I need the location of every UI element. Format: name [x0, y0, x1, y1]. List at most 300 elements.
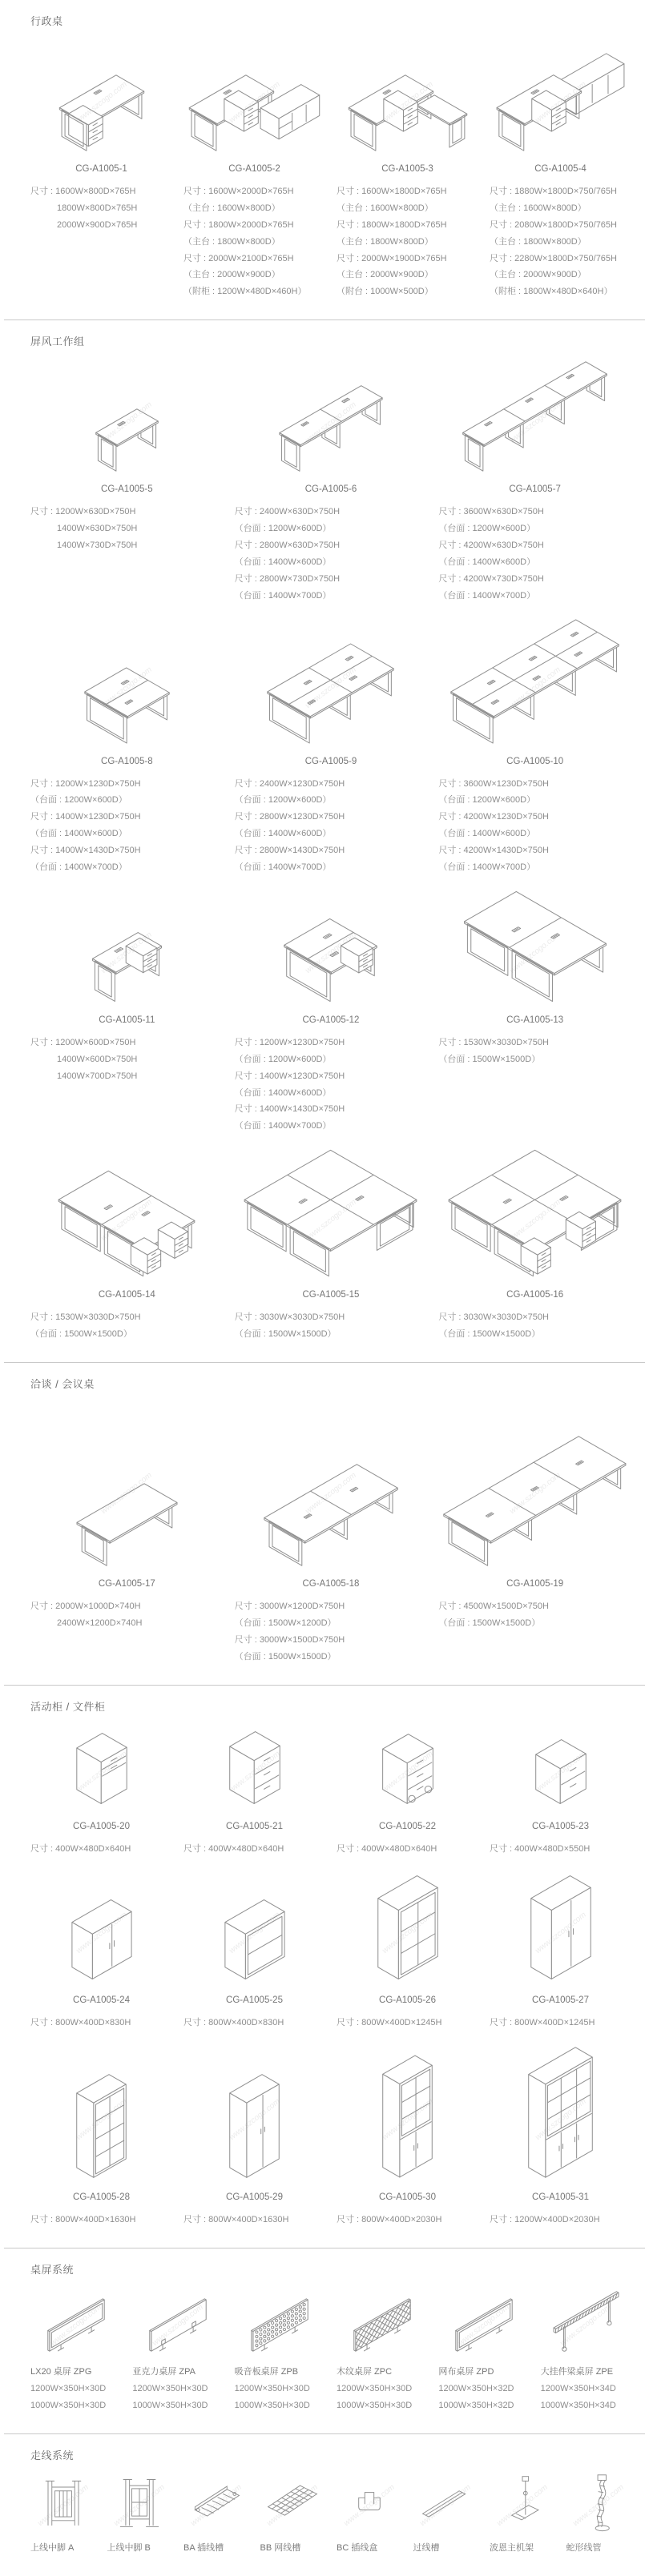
section-body	[30, 1399, 631, 1666]
product-specs	[337, 2212, 478, 2228]
cab-28-drawing	[30, 2040, 172, 2184]
product-card	[490, 2470, 555, 2557]
spec-line: （台面 : 1400W×600D）	[234, 1087, 332, 1098]
spec-line: 尺寸 : 2400W×630D×750H	[234, 507, 341, 517]
spec-line: 尺寸 : 1400W×1230D×750H	[234, 1071, 345, 1081]
spec-line: 尺寸 : 4200W×730D×750H	[438, 573, 544, 584]
product-specs	[183, 2212, 325, 2228]
spec-line: 尺寸 : 1200W×1230D×750H	[30, 778, 141, 789]
desk-return-tbl-drawing	[337, 36, 478, 156]
product-name: 蛇形线管	[566, 2543, 602, 2554]
product-card	[438, 356, 631, 604]
cab-23-drawing	[490, 1722, 631, 1814]
product-card	[566, 2470, 632, 2557]
spec-line: 尺寸 : 800W×400D×1630H	[183, 2215, 289, 2225]
spec-line: 尺寸 : 400W×480D×550H	[490, 1843, 591, 1854]
product-card	[337, 36, 478, 300]
product-code: CG-A1005-25	[226, 1995, 283, 2005]
spec-line: 尺寸 : 800W×400D×1245H	[490, 2017, 595, 2027]
product-specs	[30, 2212, 172, 2228]
product-card	[30, 36, 172, 300]
spec-line: 尺寸 : 2280W×1800D×750/765H	[490, 253, 617, 263]
product-card	[235, 1399, 428, 1666]
product-name: BC 插线盒	[337, 2543, 378, 2554]
product-specs	[337, 183, 478, 300]
spec-line: 2400W×1200D×740H	[57, 1618, 143, 1628]
wire-channel-drawing	[413, 2470, 479, 2534]
product-code: CG-A1005-18	[302, 1579, 360, 1589]
product-card	[30, 1722, 172, 1858]
spec-line: （主台 : 1600W×800D）	[337, 203, 433, 213]
spec-line: （附柜 : 1200W×480D×460H）	[183, 287, 307, 297]
spec-line: 尺寸 : 400W×480D×640H	[183, 1843, 284, 1854]
spec-line: 1800W×800D×765H	[57, 203, 138, 213]
product-name: 网布桌屏 ZPD	[438, 2367, 494, 2377]
product-row	[30, 886, 631, 1135]
product-card	[438, 1144, 631, 1343]
cross-full-ped-drawing	[438, 1144, 631, 1282]
spec-line: （台面 : 1200W×600D）	[234, 795, 332, 806]
product-card	[107, 2470, 173, 2557]
spec-line: 尺寸 : 400W×480D×640H	[337, 1843, 437, 1854]
product-code: CG-A1005-6	[304, 484, 357, 495]
product-code: CG-A1005-8	[101, 756, 153, 766]
product-specs	[438, 504, 631, 604]
spec-line: 2000W×900D×765H	[57, 219, 138, 230]
spec-line: （台面 : 1500W×1500D）	[30, 1329, 132, 1340]
panel-zpb-drawing	[235, 2285, 325, 2358]
spec-line: 尺寸 : 3600W×1230D×750H	[438, 778, 549, 789]
spec-line: （台面 : 1400W×600D）	[30, 829, 127, 839]
desk-credenza-drawing	[490, 36, 631, 156]
product-specs	[490, 2212, 631, 2228]
spec-line: 尺寸 : 1880W×1800D×750/765H	[490, 187, 617, 196]
spec-line: 尺寸 : 4200W×630D×750H	[438, 541, 544, 551]
spec-line: 尺寸 : 2800W×1430D×750H	[234, 846, 345, 856]
product-row	[30, 36, 631, 300]
product-code: CG-A1005-16	[506, 1290, 564, 1300]
product-specs	[235, 1309, 428, 1343]
panel-beam-drawing	[541, 2285, 631, 2358]
wire-tray-net-drawing	[260, 2470, 326, 2534]
product-card	[235, 2285, 325, 2414]
product-card	[30, 886, 224, 1135]
spec-line: 尺寸 : 2000W×1900D×765H	[337, 253, 447, 263]
section-title: 活动柜 / 文件柜	[30, 1700, 106, 1713]
spec-line: 尺寸 : 4200W×1430D×750H	[438, 846, 549, 856]
product-card	[490, 1722, 631, 1858]
spec-line: 1000W×350H×30D	[234, 2401, 310, 2411]
f2f-1-drawing	[30, 614, 224, 749]
product-row	[30, 2470, 631, 2557]
spec-line: （台面 : 1400W×600D）	[234, 557, 332, 567]
product-card	[30, 1867, 172, 2031]
spec-line: （台面 : 1400W×600D）	[234, 829, 332, 839]
product-specs	[30, 504, 224, 554]
panel-zpd-drawing	[438, 2285, 529, 2358]
spec-line: （台面 : 1200W×600D）	[234, 1054, 332, 1064]
wire-snake-drawing	[566, 2470, 632, 2534]
spec-line: （附台 : 1000W×500D）	[337, 287, 433, 297]
product-specs	[235, 776, 428, 876]
spec-line: 1400W×630D×750H	[57, 524, 138, 534]
spec-line: （主台 : 1800W×800D）	[183, 236, 280, 247]
product-card	[183, 1867, 325, 2031]
section-title: 走线系统	[30, 2449, 75, 2462]
spec-line: 尺寸 : 1200W×630D×750H	[30, 507, 136, 517]
product-specs	[490, 1841, 631, 1858]
product-specs	[132, 2381, 223, 2414]
product-row	[30, 1144, 631, 1343]
product-row	[30, 1722, 631, 1858]
spec-line: 1000W×350H×30D	[30, 2401, 107, 2411]
product-name: 上线中脚 A	[30, 2543, 75, 2554]
panel-zpg-drawing	[30, 2285, 121, 2358]
product-card	[438, 614, 631, 876]
spec-line: （台面 : 1500W×1500D）	[438, 1329, 541, 1340]
spec-line: 1200W×350H×32D	[438, 2384, 514, 2394]
product-code: CG-A1005-14	[98, 1290, 155, 1300]
product-card	[260, 2470, 326, 2557]
product-card	[183, 2470, 249, 2557]
watermark: www.szcogo.com	[571, 2482, 627, 2529]
spec-line: 尺寸 : 800W×400D×1630H	[30, 2215, 136, 2225]
spec-line: （主台 : 1600W×800D）	[490, 203, 587, 213]
section-body	[30, 356, 631, 1343]
spec-line: （台面 : 1400W×700D）	[30, 862, 127, 873]
product-code: CG-A1005-9	[304, 756, 357, 766]
product-row	[30, 1867, 631, 2031]
product-code: CG-A1005-23	[532, 1821, 589, 1831]
f2f-2-drawing	[235, 614, 428, 749]
spec-line: （台面 : 1500W×1500D）	[438, 1618, 541, 1628]
product-card	[490, 36, 631, 300]
spec-line: （主台 : 1600W×800D）	[183, 203, 280, 213]
spec-line: 尺寸 : 1400W×1430D×750H	[30, 846, 141, 856]
product-name: 上线中脚 B	[107, 2543, 151, 2554]
product-specs	[30, 2015, 172, 2031]
cross-full-drawing	[235, 1144, 428, 1282]
spec-line: 尺寸 : 2080W×1800D×750/765H	[490, 219, 617, 230]
spec-line: 1200W×350H×30D	[234, 2384, 310, 2394]
section-title: 屏风工作组	[30, 336, 85, 348]
spec-line: 尺寸 : 2800W×1230D×750H	[234, 812, 345, 822]
product-code: CG-A1005-10	[506, 756, 564, 766]
spec-line: （台面 : 1200W×600D）	[438, 524, 536, 534]
cab-22-drawing	[337, 1722, 478, 1814]
spec-line: （台面 : 1400W×700D）	[438, 590, 536, 601]
f2f-3-drawing	[438, 614, 631, 749]
product-specs	[235, 504, 428, 604]
spec-line: 1200W×350H×30D	[132, 2384, 208, 2394]
spec-line: （主台 : 2000W×900D）	[490, 270, 587, 280]
product-card	[132, 2285, 223, 2414]
spec-line: 尺寸 : 1400W×1430D×750H	[234, 1104, 345, 1115]
product-specs	[337, 2015, 478, 2031]
spec-line: 1400W×600D×750H	[57, 1054, 138, 1064]
product-code: CG-A1005-5	[101, 484, 153, 495]
wire-clip-drawing	[337, 2470, 402, 2534]
spec-line: （台面 : 1500W×1500D）	[234, 1651, 337, 1662]
product-specs	[438, 1309, 631, 1343]
spec-line: 尺寸 : 2400W×1230D×750H	[234, 778, 345, 789]
product-card	[337, 2040, 478, 2228]
product-card	[541, 2285, 631, 2414]
section-executive-desks	[0, 0, 649, 319]
spec-line: （台面 : 1400W×700D）	[438, 862, 536, 873]
wire-cpu-drawing	[490, 2470, 555, 2534]
spec-line: 尺寸 : 1200W×400D×2030H	[490, 2215, 600, 2225]
product-code: CG-A1005-13	[506, 1015, 564, 1025]
spec-line: 尺寸 : 3000W×1500D×750H	[234, 1634, 345, 1645]
watermark: www.szcogo.com	[494, 2482, 550, 2529]
product-card	[30, 1399, 224, 1666]
product-card	[30, 1144, 224, 1343]
product-specs	[490, 183, 631, 300]
watermark: www.szcogo.com	[112, 2482, 167, 2529]
product-card	[30, 2040, 172, 2228]
product-card	[235, 614, 428, 876]
product-card	[30, 2285, 121, 2414]
spec-line: 尺寸 : 3030W×3030D×750H	[438, 1312, 549, 1323]
spec-line: 1400W×730D×750H	[57, 541, 138, 551]
product-code: CG-A1005-17	[98, 1579, 155, 1589]
desk-ped-drawing	[30, 36, 172, 156]
product-card	[183, 2040, 325, 2228]
spec-line: 1000W×350H×32D	[438, 2401, 514, 2411]
spec-line: （台面 : 1500W×1500D）	[438, 1054, 541, 1064]
spec-line: 尺寸 : 3600W×630D×750H	[438, 507, 544, 517]
spec-line: 尺寸 : 800W×400D×830H	[30, 2017, 131, 2027]
spec-line: （台面 : 1400W×600D）	[438, 557, 536, 567]
product-card	[490, 1867, 631, 2031]
product-name: BB 网线槽	[260, 2543, 301, 2554]
section-body	[30, 2285, 631, 2414]
spec-line: 尺寸 : 3000W×1200D×750H	[234, 1601, 345, 1612]
product-specs	[235, 1035, 428, 1135]
product-name: 吸音板桌屏 ZPB	[234, 2367, 299, 2377]
conf-3-drawing	[438, 1399, 631, 1571]
spec-line: 尺寸 : 1800W×1800D×765H	[337, 219, 447, 230]
product-card	[490, 2040, 631, 2228]
spec-line: 尺寸 : 1530W×3030D×750H	[30, 1312, 141, 1323]
section-body	[30, 1722, 631, 2229]
product-name: LX20 桌屏 ZPG	[30, 2367, 92, 2377]
product-specs	[30, 2381, 121, 2414]
product-code: CG-A1005-3	[381, 164, 433, 174]
section-desk-screens	[0, 2248, 649, 2433]
product-specs	[337, 1841, 478, 1858]
section-body	[30, 36, 631, 300]
spec-line: 尺寸 : 800W×400D×1245H	[337, 2017, 442, 2027]
product-card	[337, 2470, 402, 2557]
product-specs	[183, 2015, 325, 2031]
product-code: CG-A1005-22	[379, 1821, 436, 1831]
section-body	[30, 2470, 631, 2557]
spec-line: （主台 : 1800W×800D）	[490, 236, 587, 247]
product-code: CG-A1005-24	[73, 1995, 130, 2005]
product-specs	[30, 1035, 224, 1085]
section-screen-workstations	[0, 320, 649, 1362]
spec-line: 尺寸 : 1200W×600D×750H	[30, 1037, 136, 1047]
cab-25-drawing	[183, 1867, 325, 1987]
product-specs	[337, 2381, 427, 2414]
product-specs	[438, 1035, 631, 1068]
f2f-drw-drawing	[235, 886, 428, 1007]
spec-line: 1000W×350H×30D	[337, 2401, 413, 2411]
product-row	[30, 356, 631, 604]
section-cabinets	[0, 1686, 649, 2248]
spec-line: 尺寸 : 4200W×1230D×750H	[438, 812, 549, 822]
product-card	[183, 1722, 325, 1858]
bench-3-drawing	[438, 356, 631, 476]
product-card	[337, 2285, 427, 2414]
product-code: CG-A1005-28	[73, 2192, 130, 2203]
bench-2-drawing	[235, 356, 428, 476]
product-specs	[183, 1841, 325, 1858]
product-card	[235, 356, 428, 604]
cross-half-drawing	[438, 886, 631, 1007]
product-row	[30, 614, 631, 876]
product-name: 波恩主机架	[490, 2543, 534, 2554]
panel-zpc-drawing	[337, 2285, 427, 2358]
product-card	[235, 1144, 428, 1343]
spec-line: （台面 : 1400W×700D）	[234, 1121, 332, 1131]
spec-line: 尺寸 : 1800W×2000D×765H	[183, 219, 294, 230]
conf-2-drawing	[235, 1399, 428, 1571]
product-code: CG-A1005-21	[226, 1821, 283, 1831]
product-specs	[438, 776, 631, 876]
product-code: CG-A1005-19	[506, 1579, 564, 1589]
product-code: CG-A1005-1	[75, 164, 127, 174]
section-title: 行政桌	[30, 15, 63, 27]
product-name: 亚克力桌屏 ZPA	[132, 2367, 196, 2377]
cab-20-drawing	[30, 1722, 172, 1814]
product-row	[30, 2285, 631, 2414]
product-name: 大挂件梁桌屏 ZPE	[540, 2367, 614, 2377]
product-code: CG-A1005-30	[379, 2192, 436, 2203]
product-specs	[235, 1598, 428, 1666]
product-card	[30, 614, 224, 876]
product-code: CG-A1005-15	[302, 1290, 360, 1300]
product-specs	[30, 1841, 172, 1858]
spec-line: 1200W×350H×30D	[337, 2384, 413, 2394]
spec-line: 尺寸 : 1200W×1230D×750H	[234, 1037, 345, 1047]
product-card	[438, 1399, 631, 1666]
spec-line: 尺寸 : 400W×480D×640H	[30, 1843, 131, 1854]
watermark: www.szcogo.com	[35, 2482, 91, 2529]
spec-line: 尺寸 : 2800W×630D×750H	[234, 541, 341, 551]
spec-line: （台面 : 1200W×600D）	[30, 795, 127, 806]
spec-line: （主台 : 1800W×800D）	[337, 236, 433, 247]
spec-line: 1200W×350H×34D	[540, 2384, 616, 2394]
conf-1-drawing	[30, 1399, 224, 1571]
bench-1-drawing	[30, 356, 224, 476]
product-code: CG-A1005-4	[534, 164, 587, 174]
spec-line: 尺寸 : 2800W×730D×750H	[234, 573, 341, 584]
product-card	[337, 1867, 478, 2031]
product-card	[438, 2285, 529, 2414]
product-code: CG-A1005-20	[73, 1821, 130, 1831]
product-specs	[490, 2015, 631, 2031]
product-code: CG-A1005-12	[302, 1015, 360, 1025]
spec-line: （台面 : 1400W×600D）	[438, 829, 536, 839]
desk-drw-drawing	[30, 886, 224, 1007]
section-title: 桌屏系统	[30, 2264, 75, 2277]
spec-line: 尺寸 : 4500W×1500D×750H	[438, 1601, 549, 1612]
watermark: www.szcogo.com	[558, 2302, 614, 2348]
watermark: www.szcogo.com	[507, 400, 562, 445]
section-wiring-system	[0, 2434, 649, 2576]
spec-line: 尺寸 : 1600W×2000D×765H	[183, 187, 294, 196]
product-specs	[30, 183, 172, 234]
cross-half-ped-drawing	[30, 1144, 224, 1282]
spec-line: 1400W×700D×750H	[57, 1071, 138, 1081]
product-specs	[438, 2381, 529, 2414]
wire-leg-a-drawing	[30, 2470, 96, 2534]
product-specs	[30, 1598, 224, 1632]
spec-line: （台面 : 1500W×1500D）	[234, 1329, 337, 1340]
wire-leg-b-drawing	[107, 2470, 173, 2534]
product-name: 过线槽	[413, 2543, 440, 2554]
spec-line: （台面 : 1200W×600D）	[438, 795, 536, 806]
product-row	[30, 2040, 631, 2228]
product-specs	[235, 2381, 325, 2414]
section-title: 洽谈 / 会议桌	[30, 1378, 95, 1391]
product-specs	[541, 2381, 631, 2414]
spec-line: 尺寸 : 2000W×2100D×765H	[183, 253, 294, 263]
desk-return-cab-drawing	[183, 36, 325, 156]
spec-line: （台面 : 1500W×1200D）	[234, 1618, 337, 1628]
product-name: 木纹桌屏 ZPC	[337, 2367, 393, 2377]
spec-line: 尺寸 : 1530W×3030D×750H	[438, 1037, 549, 1047]
spec-line: （主台 : 2000W×900D）	[337, 270, 433, 280]
product-code: CG-A1005-11	[99, 1015, 155, 1025]
product-code: CG-A1005-7	[509, 484, 561, 495]
product-row	[30, 1399, 631, 1666]
cab-21-drawing	[183, 1722, 325, 1814]
product-specs	[183, 183, 325, 300]
product-card	[413, 2470, 479, 2557]
product-card	[30, 2470, 96, 2557]
wire-tray-slot-drawing	[183, 2470, 249, 2534]
spec-line: 尺寸 : 800W×400D×830H	[183, 2017, 284, 2027]
spec-line: 尺寸 : 3030W×3030D×750H	[234, 1312, 345, 1323]
product-specs	[438, 1598, 631, 1632]
product-name: BA 插线槽	[183, 2543, 224, 2554]
cab-30-drawing	[337, 2040, 478, 2184]
spec-line: （台面 : 1400W×700D）	[234, 590, 332, 601]
product-card	[337, 1722, 478, 1858]
product-card	[183, 36, 325, 300]
cab-26-drawing	[337, 1867, 478, 1987]
spec-line: （附柜 : 1800W×480D×640H）	[490, 287, 613, 297]
cab-29-drawing	[183, 2040, 325, 2184]
spec-line: （台面 : 1400W×700D）	[234, 862, 332, 873]
spec-line: 尺寸 : 2000W×1000D×740H	[30, 1601, 141, 1612]
spec-line: 尺寸 : 1600W×800D×765H	[30, 187, 136, 196]
cab-24-drawing	[30, 1867, 172, 1987]
product-specs	[30, 776, 224, 876]
cab-27-drawing	[490, 1867, 631, 1987]
product-card	[235, 886, 428, 1135]
product-code: CG-A1005-2	[228, 164, 280, 174]
product-specs	[30, 1309, 224, 1343]
product-code: CG-A1005-29	[226, 2192, 283, 2203]
spec-line: （主台 : 2000W×900D）	[183, 270, 280, 280]
product-card	[30, 356, 224, 604]
product-card	[438, 886, 631, 1135]
